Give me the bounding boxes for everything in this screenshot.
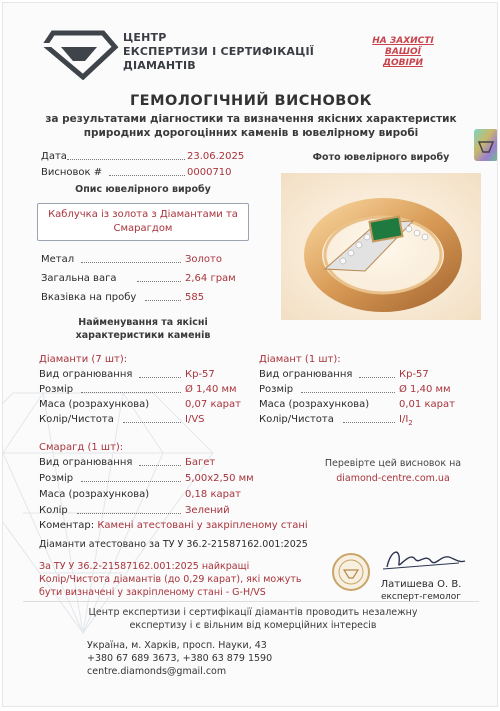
weight-label: Загальна вага	[41, 273, 117, 284]
stones-header-line-2: характеристики каменів	[75, 330, 211, 341]
diamonds7-size-leader	[81, 383, 181, 393]
diamond1-color-leader	[343, 413, 395, 423]
diamonds7-mass-value: 0,07 карат	[185, 399, 241, 410]
verify-link[interactable]: diamond-centre.com.ua	[336, 473, 450, 484]
diamond1-mass-value: 0,01 карат	[399, 399, 455, 410]
metal-row	[41, 253, 261, 266]
organization-name	[123, 31, 314, 73]
diamond1-cut-label: Вид огранювання	[259, 369, 353, 380]
weight-value: 2,64 грам	[185, 273, 236, 284]
diamonds7-cut-leader	[139, 368, 181, 378]
emerald-size-leader	[81, 472, 181, 482]
date-label: Дата	[41, 151, 67, 162]
item-description-line-1: Каблучка із золота з Діамантами та	[48, 209, 238, 220]
diamond1-color-row	[259, 413, 479, 426]
comment-label: Коментар:	[39, 520, 95, 531]
diamonds7-mass-row	[39, 398, 259, 411]
divider	[23, 601, 479, 602]
number-value: 0000710	[187, 167, 232, 178]
address: Україна, м. Харків, просп. Науки, 43	[87, 640, 267, 651]
diamond1-cut-row	[259, 368, 479, 381]
certified-note: Діаманти атестовано за ТУ У 36.2-21587162.001:2025	[39, 539, 308, 550]
diamond1-mass-label: Маса (розрахункова)	[259, 399, 370, 410]
emerald-color-leader	[77, 504, 181, 514]
diamonds7-color-row	[39, 413, 259, 426]
date-leader	[67, 150, 185, 160]
emerald-size-row	[39, 472, 269, 485]
seal-icon	[331, 552, 371, 592]
footnote	[39, 560, 339, 599]
metal-value: Золото	[185, 254, 222, 265]
stamp-line-2: ВАШОЇ	[385, 47, 421, 57]
diamond1-color-sub: 2	[408, 419, 413, 427]
diamonds7-cut-value: Кр-57	[185, 369, 215, 380]
item-description-header: Опис ювелірного виробу	[75, 184, 211, 195]
expert-role: експерт-гемолог	[380, 592, 462, 602]
verify-text: Перевірте цей висновок на	[324, 458, 462, 469]
number-row	[41, 166, 251, 179]
emerald-color-row	[39, 504, 269, 517]
footer-statement	[43, 606, 463, 632]
diamonds7-color-value: I/VS	[185, 414, 205, 425]
photo-label: Фото ювелірного виробу	[312, 152, 450, 163]
ring-photo	[281, 173, 481, 320]
metal-label: Метал	[41, 254, 75, 265]
document-subtitle	[33, 112, 469, 140]
emerald-color-value: Зелений	[185, 505, 230, 516]
phones[interactable]: +380 67 689 3673, +380 63 879 1590	[87, 653, 273, 664]
metal-leader	[81, 253, 181, 263]
emerald-size-label: Розмір	[39, 473, 74, 484]
emerald-size-value: 5,00х2,50 мм	[185, 473, 254, 484]
diamond1-mass-row	[259, 398, 479, 411]
verify-block	[313, 456, 473, 486]
emerald-cut-label: Вид огранювання	[39, 457, 133, 468]
stones-header	[43, 316, 243, 342]
assay-row	[41, 291, 261, 304]
signature-icon	[379, 541, 469, 577]
emerald-mass-value: 0,18 карат	[185, 489, 241, 500]
contacts	[87, 639, 387, 678]
stamp-line-1: НА ЗАХИСТІ	[372, 36, 434, 46]
date-row	[41, 150, 251, 163]
diamonds7-cut-row	[39, 368, 259, 381]
assay-label: Вказівка на пробу	[41, 292, 137, 303]
diamond1-color-value	[399, 413, 413, 430]
footnote-line-1: За ТУ У 36.2-21587162.001:2025 найкращі	[39, 561, 250, 572]
stamp-line-3: ДОВІРИ	[382, 58, 423, 68]
subtitle-line-1: за результатами діагностики та визначення якісних характеристик	[45, 113, 457, 125]
diamond1-size-row	[259, 383, 479, 396]
diamonds7-size-value: Ø 1,40 мм	[185, 384, 237, 395]
org-line-1: ЦЕНТР	[123, 31, 167, 44]
stones-header-line-1: Найменування та якісні	[78, 317, 208, 328]
footer-line-2: експертизу і є вільним від комерційних інтересів	[129, 620, 377, 631]
email[interactable]: centre.diamonds@gmail.com	[87, 666, 227, 677]
footer-line-1: Центр експертизи і сертифікації діамантів проводить незалежну	[88, 607, 418, 618]
diamonds7-title: Діаманти (7 шт):	[39, 354, 128, 365]
org-line-2: ЕКСПЕРТИЗИ І СЕРТИФІКАЦІЇ	[123, 45, 315, 58]
footnote-line-2: Колір/Чистота діамантів (до 0,29 карат), які можуть	[39, 574, 302, 585]
slogan-stamp	[363, 36, 443, 72]
diamond1-size-label: Розмір	[259, 384, 294, 395]
assay-leader	[145, 291, 181, 301]
diamonds7-cut-label: Вид огранювання	[39, 369, 133, 380]
diamond1-color-label: Колір/Чистота	[259, 414, 334, 425]
comment-row	[39, 519, 479, 532]
expert-name: Латишева О. В.	[380, 579, 462, 590]
diamonds7-color-leader	[123, 413, 181, 423]
footnote-line-3: бути визначені у закріпленому стані - G-H/VS	[39, 587, 266, 598]
emerald-color-label: Колір	[39, 505, 68, 516]
diamond1-color-main: I/I	[399, 414, 409, 425]
emerald-cut-value: Багет	[185, 457, 216, 468]
comment-value: Камені атестовані у закріпленому стані	[97, 520, 308, 531]
emerald-mass-row	[39, 488, 269, 501]
diamond1-size-leader	[301, 383, 395, 393]
diamonds7-size-label: Розмір	[39, 384, 74, 395]
diamonds7-size-row	[39, 383, 259, 396]
diamond1-cut-leader	[359, 368, 395, 378]
emerald-cut-row	[39, 456, 269, 469]
diamond1-title: Діамант (1 шт):	[259, 354, 341, 365]
number-label: Висновок #	[41, 167, 103, 178]
diamonds7-mass-label: Маса (розрахункова)	[39, 399, 150, 410]
number-leader	[109, 166, 185, 176]
diamonds7-color-label: Колір/Чистота	[39, 414, 114, 425]
diamond1-size-value: Ø 1,40 мм	[399, 384, 451, 395]
emerald-cut-leader	[139, 456, 181, 466]
org-line-3: ДІАМАНТІВ	[123, 59, 196, 72]
weight-row	[41, 272, 261, 285]
certificate	[2, 2, 498, 707]
date-value: 23.06.2025	[187, 151, 245, 162]
item-description-box	[37, 203, 249, 241]
subtitle-line-2: природних дорогоцінних каменів в ювелірному виробі	[83, 127, 419, 139]
item-description-line-2: Смарагдом	[113, 223, 173, 234]
emerald-mass-label: Маса (розрахункова)	[39, 489, 150, 500]
weight-leader	[137, 272, 181, 282]
hologram-icon	[473, 128, 498, 162]
document-title: ГЕМОЛОГІЧНИЙ ВИСНОВОК	[129, 93, 373, 109]
assay-value: 585	[185, 292, 205, 303]
diamond1-cut-value: Кр-57	[399, 369, 429, 380]
diamond-logo-icon	[39, 25, 119, 80]
emerald-title: Смарагд (1 шт):	[39, 442, 124, 453]
